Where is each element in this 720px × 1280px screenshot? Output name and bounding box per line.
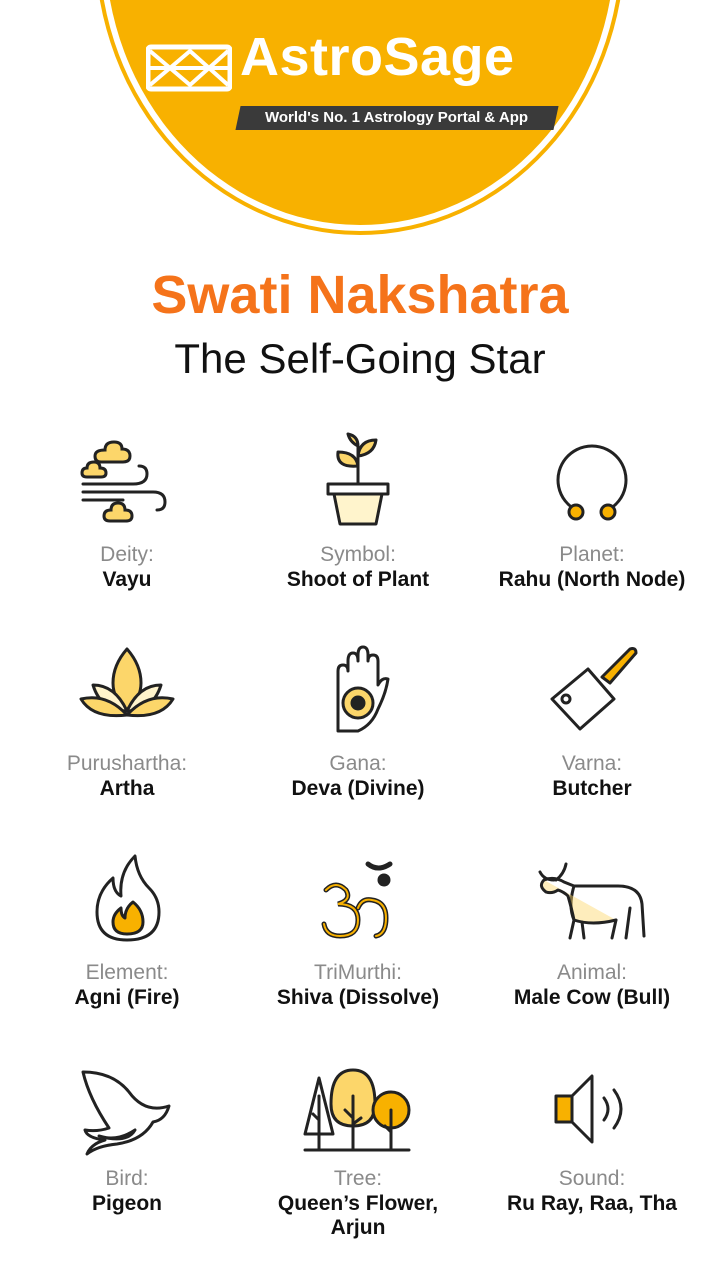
planet-value: Rahu (North Node) [498, 568, 686, 591]
trimurthi-value: Shiva (Dissolve) [276, 986, 440, 1009]
info-card-planet [472, 432, 712, 592]
trimurthi-label: TriMurthi: [314, 961, 402, 984]
info-card-deity [7, 432, 247, 592]
info-card-tree [238, 1066, 478, 1240]
element-value: Agni (Fire) [74, 986, 180, 1009]
tree-value: Queen’s Flower, Arjun [277, 1192, 439, 1239]
info-card-trimurthi [238, 850, 478, 1010]
wind-clouds-icon [77, 432, 177, 532]
info-card-gana [238, 641, 478, 801]
symbol-label: Symbol: [320, 543, 396, 566]
pigeon-icon [77, 1066, 177, 1156]
purushartha-label: Purushartha: [66, 752, 188, 775]
brand-name: AstroSage [240, 27, 515, 87]
trees-icon [303, 1066, 413, 1156]
fire-icon [77, 850, 177, 950]
info-card-animal [472, 850, 712, 1010]
brand-tagline: World's No. 1 Astrology Portal & App [235, 106, 558, 130]
speaker-icon [542, 1066, 642, 1156]
deity-label: Deity: [100, 543, 154, 566]
planet-label: Planet: [559, 543, 625, 566]
info-card-bird [7, 1066, 247, 1216]
varna-label: Varna: [561, 752, 623, 775]
element-label: Element: [85, 961, 169, 984]
potted-plant-icon [308, 432, 408, 532]
gana-label: Gana: [329, 752, 387, 775]
info-card-sound [472, 1066, 712, 1216]
info-card-element [7, 850, 247, 1010]
cleaver-icon [542, 641, 642, 741]
animal-value: Male Cow (Bull) [513, 986, 671, 1009]
rahu-icon [542, 432, 642, 532]
tree-label: Tree: [333, 1167, 383, 1190]
info-card-varna [472, 641, 712, 801]
bull-icon [532, 850, 652, 950]
bird-label: Bird: [105, 1167, 149, 1190]
page-title: Swati Nakshatra [151, 265, 569, 325]
animal-label: Animal: [556, 961, 628, 984]
sound-value: Ru Ray, Raa, Tha [507, 1192, 677, 1215]
info-card-purushartha [7, 641, 247, 801]
deity-value: Vayu [102, 568, 152, 591]
astrosage-logo-icon [146, 43, 232, 93]
page-subtitle: The Self-Going Star [174, 335, 546, 382]
sound-label: Sound: [558, 1167, 626, 1190]
bird-value: Pigeon [91, 1192, 162, 1215]
gana-value: Deva (Divine) [291, 777, 425, 800]
lotus-icon [77, 641, 177, 741]
varna-value: Butcher [552, 777, 632, 800]
om-icon [308, 850, 408, 950]
purushartha-value: Artha [99, 777, 155, 800]
info-card-symbol [238, 432, 478, 592]
symbol-value: Shoot of Plant [286, 568, 430, 591]
hamsa-hand-icon [308, 641, 408, 741]
